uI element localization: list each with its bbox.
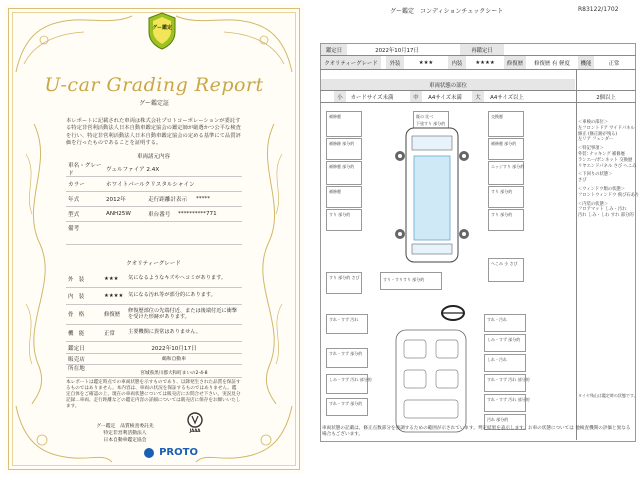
remark-item: 汚れ しみ・しわ すれ 部分的 (578, 213, 634, 219)
quality-exterior-row (66, 270, 242, 288)
quality-frame-row (66, 304, 242, 325)
shop-label: 販売店 (68, 356, 85, 363)
vehicle-grade-label: 車名・グレード (68, 162, 102, 177)
certificate-notice: 本レポートは鑑定時点での車両状態を示すものであり、以降発生された品質を保証するものではありません。本内容は、車両の状況を保証するものではありません。鑑定自体をご確認の上、現在の車両状態については販売店にお問合せ下さい。実況見分記録…車両、走行距離などの鑑定内容の詳細については販売店に保存をお願いいたします。 (66, 380, 241, 409)
badge-text: グー鑑定 (151, 25, 172, 31)
organization-block (90, 422, 160, 443)
size-large-key: 大 (472, 91, 484, 102)
grading-certificate (4, 4, 304, 474)
mileage-value: ***** (196, 195, 210, 202)
quality-frame-label: 骨 格 (68, 312, 85, 318)
condition-check-sheet (320, 26, 640, 474)
exterior-value: ★★★ (418, 59, 434, 66)
function-label: 機能 (578, 56, 594, 69)
size-small-value: カードサイズ未満 (350, 94, 394, 101)
address-value: 宮城県黒川郡大和町まいの2-4-8 (140, 371, 208, 376)
column-divider (576, 69, 577, 440)
date-label: 鑑定日 (321, 44, 347, 55)
function-value: 正常 (608, 60, 620, 67)
remark-item: ランエー/ボンネット 交換歴 (578, 157, 633, 163)
reinspect-label: 再鑑定日 (460, 44, 504, 55)
vin-label: 車台番号 (148, 211, 171, 218)
vehicle-color-value: ホワイトパールクリスタルシャイン (106, 181, 195, 188)
label-left-c: すり 部分的 (329, 212, 351, 217)
int-box-b (484, 314, 526, 332)
org-line-2: 特定非営利活動法人 (103, 431, 147, 436)
label-center-top: 既の 比べ (416, 114, 434, 119)
remark-item: ＜ウィンドウ類の状態＞ (578, 186, 626, 192)
vehicle-model-value: ANH25W (106, 210, 131, 217)
int-box-d (326, 348, 368, 368)
quality-function-note: 主要機関に異常はありません。 (128, 329, 201, 336)
org-line-1: グー鑑定 品質検査委託先 (96, 424, 154, 429)
vehicle-model-row (66, 206, 242, 222)
remark-item: 左フロントドア サイドパネル (578, 125, 635, 131)
remark-item: さび (578, 178, 587, 184)
label-box-right-a (488, 138, 524, 160)
vehicle-grade-value: ヴェルファイア 2.4X (106, 166, 160, 173)
remark-item: ＜車検の部位＞ (578, 120, 609, 125)
label-box-right-b (488, 161, 524, 185)
label-rear-mid: すり・すりすり 部分的 (383, 277, 425, 282)
mileage-label: 走行距離計表示 (148, 196, 188, 203)
label-left-b: 補修歴 (329, 189, 341, 194)
certificate-title: U-car Grading Report (44, 74, 264, 96)
label-box-right-d (488, 209, 524, 231)
quality-grade-label: クオリティーグレード (321, 56, 381, 69)
tire-note: タイヤ残山は鑑定時の状態です。 (578, 393, 638, 398)
vehicle-model-label: 型式 (68, 211, 80, 218)
int-label-h: すれ・すず 部分的 (329, 401, 363, 406)
size-small-key: 小 (334, 91, 346, 102)
issue-date-value: 2022年10月17日 (151, 345, 197, 352)
label-front-top-left: 補修歴 (329, 114, 341, 119)
proto-logo (144, 442, 214, 456)
label-center-sub: 下塗すり 部分的 (416, 121, 446, 126)
quality-interior-stars: ★★★★ (104, 292, 124, 299)
quality-interior-row (66, 287, 242, 305)
certificate-description: 本レポートに記載された車両は株式会社プロトコーポレーションが委託する特定非営利活動法人日本自動車鑑定協会の鑑定師が厳選かつ公平な検査を行い、特定非営利活動法人日本自動車鑑定協会の定める基準にて品質評価を行ったものであることを証明する。 (66, 118, 241, 147)
int-label-j: 汚れ 部分的 (487, 417, 509, 422)
label-left-a: 補修歴 部分的 (329, 164, 355, 169)
car-interior-diagram (388, 326, 474, 436)
divider (320, 69, 636, 70)
vehicle-year-label: 年式 (68, 196, 80, 203)
remark-item: 左リア フェンダー (578, 137, 614, 143)
label-box-left-d (326, 209, 362, 231)
interior-value: ★★★★ (475, 59, 495, 66)
vehicle-remarks-row (66, 221, 242, 245)
label-box-rear-mid (380, 272, 442, 290)
quality-interior-note: 気になる汚れ等が部分的にあります。 (128, 292, 216, 299)
interior-label: 内装 (448, 56, 466, 69)
label-box-left-b (326, 161, 362, 185)
proto-mark-icon (144, 448, 154, 458)
size-large-value: A4サイズ以上 (490, 94, 524, 101)
int-label-g: すれ・すず 汚れ 部分的 (487, 377, 530, 382)
quality-section-title: クオリティーグレード (126, 261, 181, 267)
jaaa-label: JAAA (189, 428, 201, 433)
vehicle-state-title: 車両状態の部位 (321, 79, 575, 90)
quality-exterior-label: 外 装 (68, 276, 85, 283)
sheet-code: R83122/1702 (578, 6, 619, 13)
reinspect-value (504, 44, 604, 55)
address-label: 所在地 (68, 366, 85, 372)
label-right-a: エッジすり 部分的 (491, 164, 525, 169)
quality-function-stars: 正常 (104, 330, 115, 337)
vehicle-color-label: カラー (68, 181, 85, 188)
certificate-subtitle: グー鑑定証 (138, 100, 169, 107)
divider (320, 102, 636, 103)
int-box-h (326, 398, 368, 416)
quality-function-label: 機 能 (68, 330, 85, 337)
quality-interior-label: 内 装 (68, 293, 85, 300)
vehicle-remarks-label: 備考 (68, 226, 80, 232)
remark-item: ＜内装の状態＞ (578, 201, 609, 207)
size-medium-value: A4サイズ未満 (428, 94, 462, 101)
car-top-view-diagram (386, 120, 478, 270)
int-label-b: すれ・汚れ (487, 317, 507, 322)
label-box-right-c (488, 186, 524, 208)
remark-item: 修正 (修正跡が残る) (578, 131, 618, 137)
label-fr-right: 補修歴 部分的 (491, 141, 517, 146)
remark-item: フロアマット しみ・汚れ (578, 207, 627, 213)
label-front-top-right: 交換歴 (491, 114, 503, 119)
remark-item: フロントウィンドウ 飛び石あり (578, 192, 640, 198)
int-label-a: すれ・すず 汚れ (329, 317, 359, 322)
label-fr-left: 補修跡 部分的 (329, 141, 355, 146)
label-box-left-a (326, 138, 362, 160)
plates-value: 2個以上 (596, 94, 616, 101)
ornament-top-left (14, 14, 134, 74)
steering-wheel-icon (440, 304, 466, 322)
label-rear-right: へこみ 小 さび (491, 261, 518, 266)
int-box-a (326, 314, 368, 334)
goo-kantei-badge-icon (147, 12, 177, 50)
quality-exterior-note: 気になるようなキズやヘコミがあります。 (128, 275, 227, 282)
int-box-e (484, 354, 526, 372)
label-box-rear-left (326, 272, 362, 294)
size-medium-key: 中 (410, 91, 422, 102)
int-label-e: しれ・汚れ (487, 357, 507, 362)
vin-value: **********771 (178, 210, 217, 217)
int-box-g (484, 374, 530, 392)
label-box-front-left (326, 111, 362, 137)
quality-function-row (66, 324, 242, 342)
org-line-3: 日本自動車鑑定協会 (103, 438, 147, 443)
int-label-i: すれ・すず 汚れ 部分的 (487, 397, 530, 402)
vehicle-color-row (66, 176, 242, 192)
label-right-b: すり 部分的 (491, 189, 513, 194)
ornament-top-right (174, 14, 294, 74)
date-value: 2022年10月17日 (375, 47, 419, 54)
remark-item: ＜下回りの状態＞ (578, 172, 613, 178)
int-box-c (484, 334, 526, 352)
remark-item: 外装: ナッキング 補修歴 (578, 151, 625, 157)
label-right-c: すり 部分的 (491, 212, 513, 217)
int-label-f: しみ・すず 汚れ 部分的 (329, 377, 372, 382)
frame-label: 修復歴 (504, 56, 526, 69)
label-box-left-c (326, 186, 362, 208)
int-box-i (484, 394, 530, 412)
remark-item: ＜特記事項＞ (578, 146, 604, 152)
label-box-rear-right (488, 258, 524, 282)
ornament-right-side (248, 124, 294, 404)
remarks-list (578, 117, 638, 219)
vehicle-section-title: 車両諸元内容 (136, 154, 170, 160)
quality-frame-note: 修復歴部位の先端付近、または後端付近に衝撃を受けた形跡があります。 (128, 307, 237, 320)
quality-exterior-stars: ★★★ (104, 275, 119, 282)
label-box-front-right (488, 111, 524, 137)
frame-value: 修復歴 有 軽度 (534, 60, 570, 67)
int-label-d: すれ・すず 部分的 (329, 351, 363, 356)
quality-frame-stars: 修復歴 (104, 312, 121, 318)
vehicle-year-value: 2012年 (106, 196, 126, 203)
int-label-c: しみ・すず 部分的 (487, 337, 521, 342)
shop-value: 鶴和自動車 (162, 357, 186, 362)
issue-date-label: 鑑定日 (68, 345, 85, 352)
address-row (66, 364, 242, 378)
ornament-left-side (14, 124, 60, 404)
vehicle-year-row (66, 191, 242, 207)
proto-wordmark: PROTO (159, 447, 198, 458)
vehicle-grade-row (66, 161, 242, 177)
exterior-label: 外装 (386, 56, 404, 69)
sheet-footnote: 車両状態の記載は、修正点数部分を強調するための範囲が示されています。判定結果を表示します。お車の状態については 他検査機関の評価と異なる場合もございます。 (322, 426, 631, 437)
int-box-f (326, 374, 372, 394)
label-rear-left: すり 部分的 さび (329, 275, 360, 280)
remark-item: リヤエンドパネル さび へこみ (578, 163, 637, 169)
sheet-title: グー鑑定 コンディションチェックシート (390, 8, 504, 15)
